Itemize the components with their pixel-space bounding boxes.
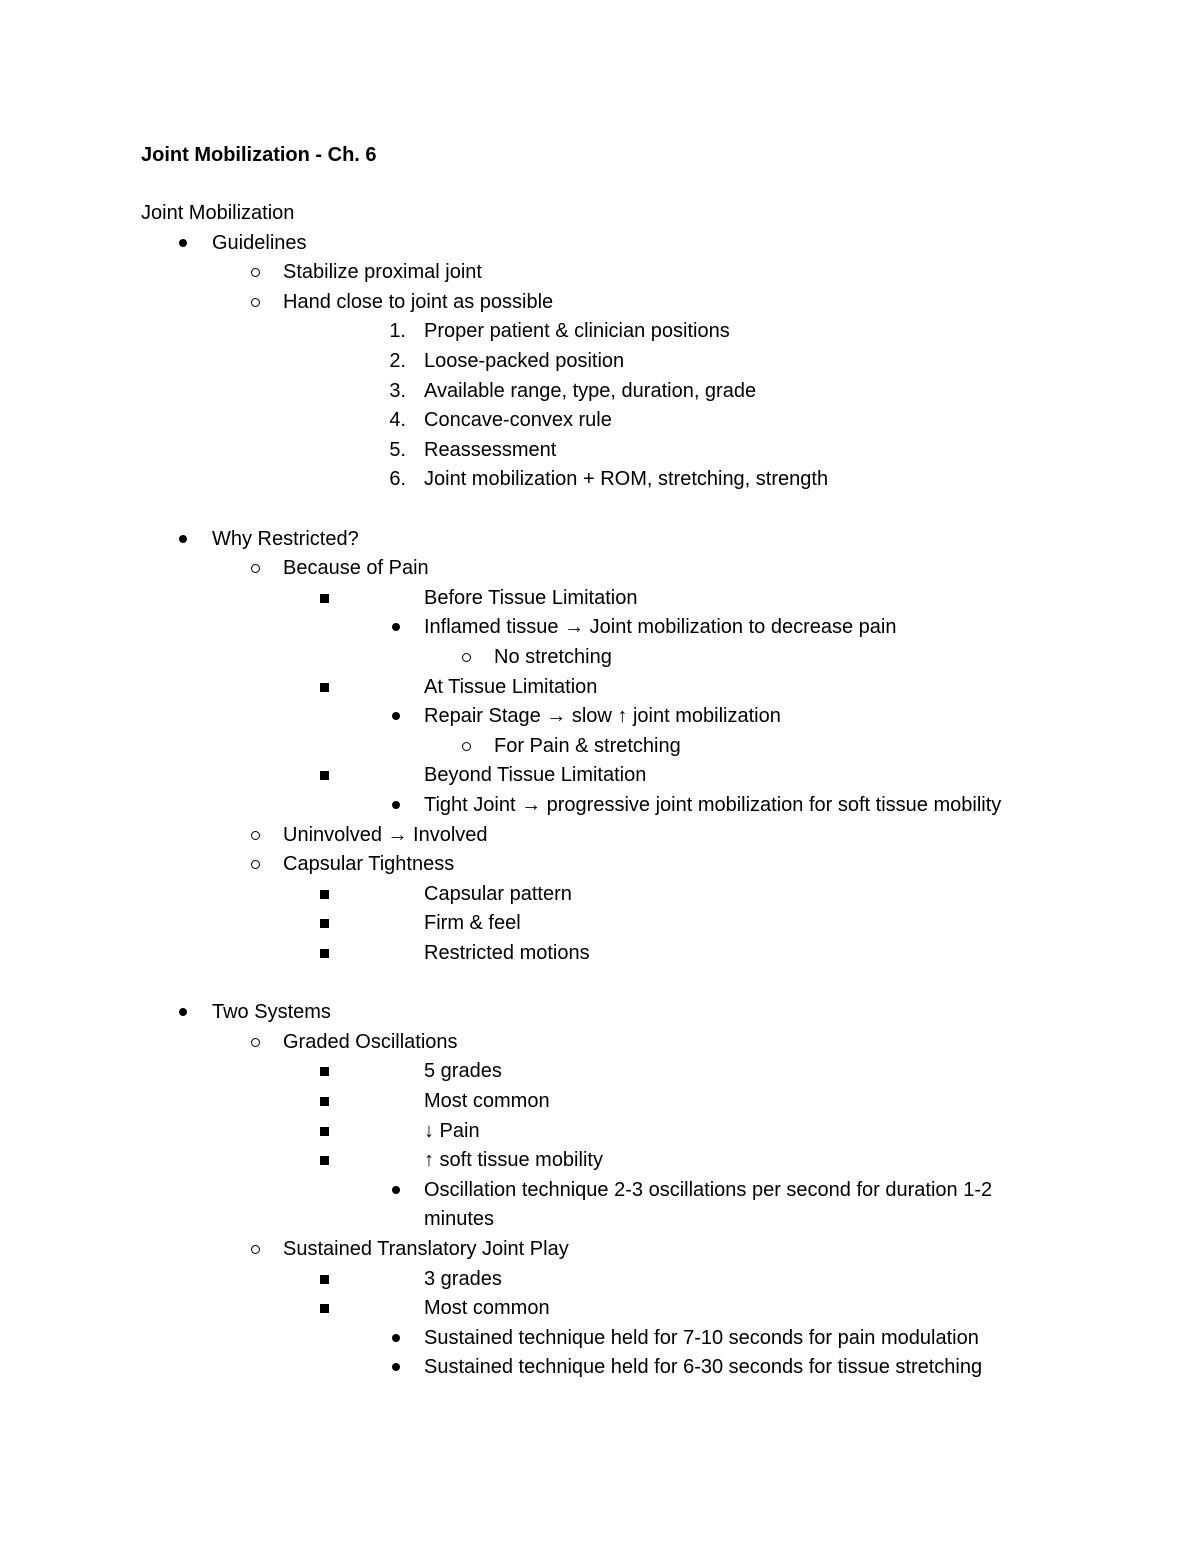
bullet-circle-icon — [243, 287, 267, 317]
list-number: 6. — [389, 468, 406, 490]
list-item-text: Sustained technique held for 6-30 seconds for tissue stretching — [424, 1356, 983, 1378]
bullet-square-icon — [312, 879, 336, 909]
list-item-text: Capsular Tightness — [283, 853, 455, 875]
bullet-circle-icon — [243, 1027, 267, 1057]
list-item-text: Tight Joint → progressive joint mobilization for soft tissue mobility — [424, 794, 1002, 816]
list-item-text: Stabilize proximal joint — [283, 261, 482, 283]
list-item-text: Most common — [424, 1297, 550, 1319]
bullet-disc-icon — [171, 997, 195, 1027]
list-item-text: No stretching — [494, 646, 612, 668]
bullet-circle-icon — [243, 849, 267, 879]
bullet-square-icon — [312, 1293, 336, 1323]
list-item-text: Repair Stage → slow ↑ joint mobilization — [424, 705, 781, 727]
list-item-text: Sustained technique held for 7-10 seconds for pain modulation — [424, 1327, 979, 1349]
bullet-square-icon — [312, 1264, 336, 1294]
list-item-text: Because of Pain — [283, 557, 429, 579]
list-item-text: Beyond Tissue Limitation — [424, 764, 647, 786]
list-item-text: 3 grades — [424, 1268, 502, 1290]
document-title: Joint Mobilization - Ch. 6 — [141, 144, 377, 166]
list-item-text: Sustained Translatory Joint Play — [283, 1238, 569, 1260]
bullet-disc-icon — [171, 228, 195, 258]
bullet-square-icon — [312, 1086, 336, 1116]
list-item-text: minutes — [424, 1208, 495, 1230]
bullet-square-icon — [312, 908, 336, 938]
bullet-disc-icon — [384, 1175, 408, 1205]
list-item-text: Two Systems — [212, 1001, 331, 1023]
list-item-text: Reassessment — [424, 439, 557, 461]
bullet-disc-icon — [171, 524, 195, 554]
bullet-circle-icon — [243, 1234, 267, 1264]
bullet-disc-icon — [384, 1352, 408, 1382]
list-item-text: 5 grades — [424, 1060, 502, 1082]
list-item-text: Oscillation technique 2-3 oscillations per second for duration 1-2 — [424, 1179, 993, 1201]
bullet-square-icon — [312, 1116, 336, 1146]
bullet-square-icon — [312, 760, 336, 790]
list-item-text: Inflamed tissue → Joint mobilization to decrease pain — [424, 616, 897, 638]
list-item-text: Joint Mobilization — [141, 202, 295, 224]
list-item-text: Why Restricted? — [212, 528, 359, 550]
bullet-disc-icon — [384, 612, 408, 642]
bullet-circle-icon — [243, 820, 267, 850]
list-number: 3. — [389, 380, 406, 402]
bullet-circle-icon — [243, 257, 267, 287]
bullet-square-icon — [312, 938, 336, 968]
list-item-text: Capsular pattern — [424, 883, 572, 905]
list-item-text: ↑ soft tissue mobility — [424, 1149, 603, 1171]
list-item-text: Firm & feel — [424, 912, 521, 934]
list-item-text: Uninvolved → Involved — [283, 824, 488, 846]
bullet-square-icon — [312, 583, 336, 613]
list-item-text: Before Tissue Limitation — [424, 587, 638, 609]
list-number: 2. — [389, 350, 406, 372]
list-item-text: Graded Oscillations — [283, 1031, 458, 1053]
list-item-text: Restricted motions — [424, 942, 590, 964]
bullet-disc-icon — [384, 1323, 408, 1353]
list-item-text: Most common — [424, 1090, 550, 1112]
list-item-text: Available range, type, duration, grade — [424, 380, 757, 402]
bullet-square-icon — [312, 1056, 336, 1086]
list-item-text: Hand close to joint as possible — [283, 291, 554, 313]
bullet-disc-icon — [384, 701, 408, 731]
bullet-square-icon — [312, 1145, 336, 1175]
list-item-text: For Pain & stretching — [494, 735, 681, 757]
list-item-text: At Tissue Limitation — [424, 676, 598, 698]
list-item-text: Guidelines — [212, 232, 307, 254]
list-item-text: Joint mobilization + ROM, stretching, strength — [424, 468, 829, 490]
list-number: 1. — [389, 320, 406, 342]
bullet-square-icon — [312, 672, 336, 702]
list-item-text: Loose-packed position — [424, 350, 625, 372]
list-item-text: ↓ Pain — [424, 1120, 480, 1142]
list-number: 4. — [389, 409, 406, 431]
bullet-circle-icon — [454, 731, 478, 761]
list-item-text: Concave-convex rule — [424, 409, 612, 431]
bullet-circle-icon — [454, 642, 478, 672]
list-number: 5. — [389, 439, 406, 461]
list-item-text: Proper patient & clinician positions — [424, 320, 730, 342]
bullet-circle-icon — [243, 553, 267, 583]
bullet-disc-icon — [384, 790, 408, 820]
